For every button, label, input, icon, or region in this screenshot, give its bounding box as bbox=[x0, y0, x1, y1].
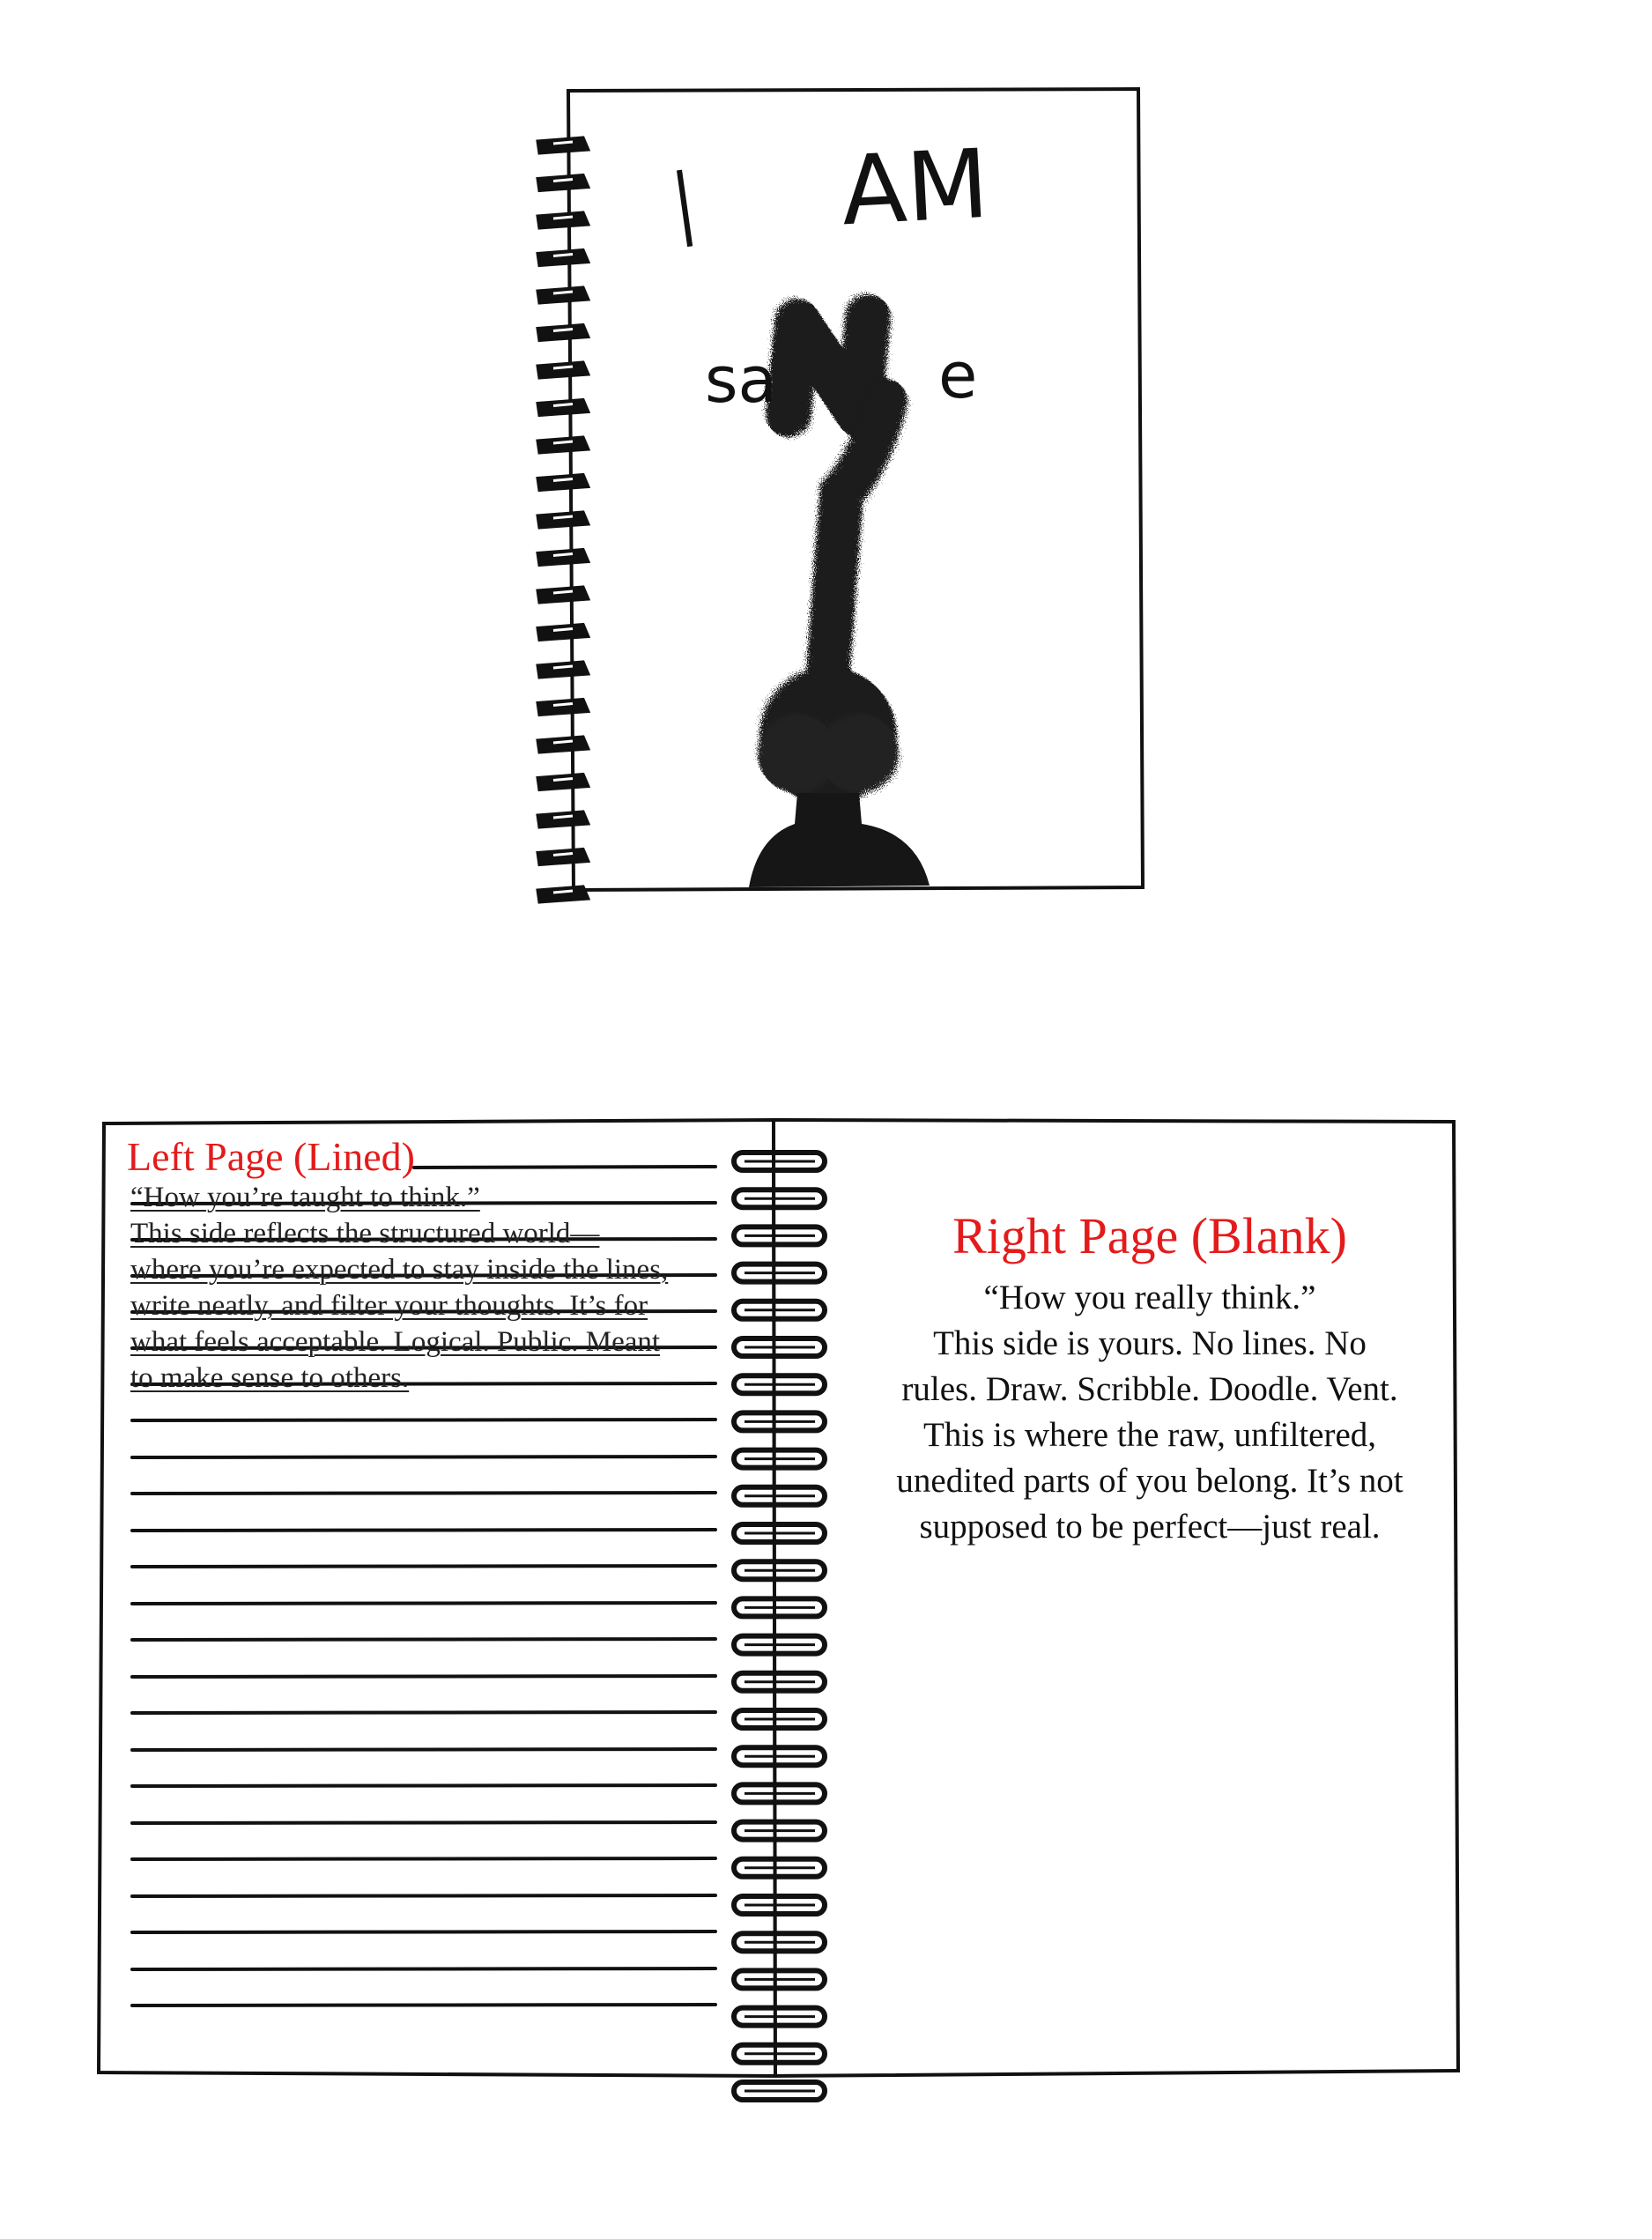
cover-word-am: AM bbox=[838, 129, 992, 248]
cover-word-e: e bbox=[938, 338, 978, 412]
ruled-line bbox=[132, 1822, 715, 1823]
ruled-line bbox=[132, 1785, 715, 1786]
cover-word-sa: sa bbox=[705, 343, 777, 417]
right-page-line: unedited parts of you belong. It’s not bbox=[896, 1462, 1404, 1500]
left-page-heading: Left Page (Lined) bbox=[127, 1134, 415, 1179]
left-page-line: write neatly, and filter your thoughts. It’s for bbox=[130, 1290, 648, 1322]
ruled-line bbox=[132, 1749, 715, 1750]
ruled-line bbox=[414, 1167, 715, 1168]
ruled-line bbox=[132, 1968, 715, 1969]
cover-word-i: I bbox=[661, 148, 709, 274]
left-page-line: what feels acceptable. Logical. Public. Meant bbox=[130, 1326, 661, 1358]
ruled-line bbox=[132, 1676, 715, 1677]
ruled-line bbox=[132, 1858, 715, 1859]
right-page-line: This is where the raw, unfiltered, bbox=[922, 1416, 1377, 1454]
left-page-line: to make sense to others. bbox=[130, 1362, 410, 1394]
ruled-line bbox=[132, 1530, 715, 1531]
right-page-heading: Right Page (Blank) bbox=[952, 1207, 1347, 1264]
right-page-line: supposed to be perfect—just real. bbox=[919, 1508, 1381, 1546]
ruled-line bbox=[132, 1895, 715, 1896]
ruled-line bbox=[132, 1603, 715, 1604]
left-page-line: “How you’re taught to think.” bbox=[130, 1182, 480, 1213]
left-page-line: where you’re expected to stay inside the lines, bbox=[130, 1254, 669, 1286]
ruled-line bbox=[132, 1712, 715, 1713]
left-page-line: This side reflects the structured world— bbox=[130, 1218, 600, 1249]
ruled-line bbox=[132, 1931, 715, 1932]
ruled-line bbox=[132, 1493, 715, 1494]
right-page-line: This side is yours. No lines. No bbox=[933, 1324, 1367, 1362]
right-page-line: “How you really think.” bbox=[983, 1279, 1316, 1316]
right-page-body bbox=[837, 1275, 1463, 1550]
ruled-line bbox=[132, 1566, 715, 1567]
right-page-line: rules. Draw. Scribble. Doodle. Vent. bbox=[901, 1370, 1398, 1408]
ruled-line bbox=[132, 1639, 715, 1640]
